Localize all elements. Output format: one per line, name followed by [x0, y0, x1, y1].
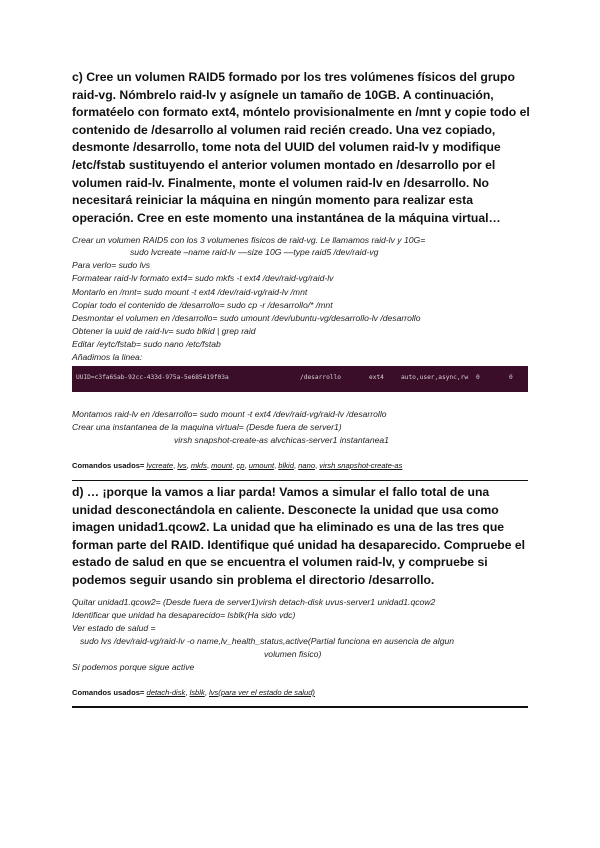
heading-line: imagen unidad1.qcow2. La unidad que ha eliminado es una de las tres que [72, 520, 505, 535]
heading-line: contenido de /desarrollo al volumen raid recién creado. Una vez copiado, [72, 122, 496, 137]
heading-line: podemos seguir usando sin problema el directorio /desarrollo. [72, 572, 435, 587]
answer-line: Identificar que unidad ha desaparecido= lsblk(Ha sido vdc) [72, 610, 296, 620]
fstab-dump: 0 [476, 374, 480, 381]
commands-used-d: Comandos usados= detach-disk, lsblk, lvs(para ver el estado de salud) [72, 688, 315, 697]
heading-line: raid-vg. Nómbrelo raid-lv y asígnele un tamaño de 10GB. A continuación, [72, 87, 494, 102]
answer-line: volumen fisico) [264, 649, 322, 659]
commands-label: Comandos usados= [72, 461, 145, 470]
terminal-screenshot [72, 366, 528, 392]
heading-line: estado de salud en que se encuentra el volumen raid-lv, y compruebe si [72, 555, 488, 570]
answer-line: Añadimos la linea: [72, 352, 143, 362]
answer-line: Si podemos porque sigue active [72, 662, 195, 672]
command-link[interactable]: cp [236, 461, 245, 470]
divider [72, 480, 528, 481]
answer-line: sudo lvcreate –name raid-lv ––size 10G ––type raid5 /dev/raid-vg [130, 247, 379, 257]
command-link[interactable]: umount [248, 461, 275, 470]
heading-line: formatéelo con formato ext4, móntelo provisionalmente en /mnt y copie todo el [72, 105, 530, 120]
answer-line: Obtener la uuid de raid-lv= sudo blkid | grep raid [72, 326, 256, 336]
command-link[interactable]: detach-disk [146, 688, 186, 697]
command-link[interactable]: lsblk [189, 688, 205, 697]
answer-line: Formatear raid-lv formato ext4= sudo mkfs -t ext4 /dev/raid-vg/raid-lv [72, 273, 334, 283]
answer-line: virsh snapshot-create-as alvchicas-server1 instantanea1 [174, 435, 389, 445]
fstab-pass: 0 [509, 374, 513, 381]
answer-line: Crear una instantanea de la maquina virtual= (Desde fuera de server1) [72, 422, 342, 432]
answer-line: sudo lvs /dev/raid-vg/raid-lv -o name,lv_health_status,active(Partial funciona en ausencia de algun [80, 636, 455, 646]
heading-line: forman parte del RAID. Identifique qué unidad ha desaparecido. Compruebe el [72, 537, 526, 552]
command-link[interactable]: nano [298, 461, 316, 470]
commands-used-c: Comandos usados= lvcreate, lvs, mkfs, mount, cp, umount, blkid, nano, virsh snapshot-create-as [72, 461, 403, 470]
divider [72, 706, 528, 708]
commands-label: Comandos usados= [72, 688, 145, 697]
heading-line: volumen raid-lv. Finalmente, monte el volumen raid-lv en /desarrollo. No [72, 175, 489, 190]
section-c-heading [72, 69, 532, 227]
heading-line: c) Cree un volumen RAID5 formado por los tres volúmenes físicos del grupo [72, 70, 515, 84]
command-link[interactable]: lvs(para ver el estado de salud) [209, 688, 315, 697]
answer-line: Montarlo en /mnt= sudo mount -t ext4 /dev/raid-vg/raid-lv /mnt [72, 287, 308, 297]
answer-line: Montamos raid-lv en /desarrollo= sudo mount -t ext4 /dev/raid-vg/raid-lv /desarrollo [72, 409, 387, 419]
heading-line: d) … ¡porque la vamos a liar parda! Vamos a simular el fallo total de una [72, 485, 490, 499]
command-link[interactable]: mkfs [190, 461, 207, 470]
heading-line: operación. Cree en este momento una instantánea de la máquina virtual… [72, 210, 501, 225]
answer-line: Crear un volumen RAID5 con los 3 volumenes fisicos de raid-vg. Le llamamos raid-lv y 10G= [72, 235, 426, 245]
fstab-mount-point: /desarrollo [300, 374, 341, 381]
command-link[interactable]: blkid [278, 461, 294, 470]
answer-line: Desmontar el volumen en /desarrollo= sudo umount /dev/ubuntu-vg/desarrollo-lv /desarrollo [72, 313, 421, 323]
fstab-uuid: UUID=c3fa6Sab-92cc-433d-975a-5e685419f03a [76, 374, 229, 381]
command-link[interactable]: mount [211, 461, 233, 470]
heading-line: unidad desconectándola en caliente. Desconecte la unidad que usa como [72, 502, 499, 517]
answer-line: Quitar unidad1.qcow2= (Desde fuera de server1)virsh detach-disk uvus-server1 unidad1.qcow2 [72, 597, 436, 607]
fstab-options: auto,user,async,rw [401, 374, 469, 381]
command-link[interactable]: lvcreate [146, 461, 174, 470]
heading-line: necesitará reiniciar la máquina en ningún momento para realizar esta [72, 193, 473, 208]
section-d-heading [72, 484, 532, 590]
answer-line: Para verlo= sudo lvs [72, 260, 151, 270]
answer-line: Ver estado de salud = [72, 623, 156, 633]
command-link[interactable]: lvs [177, 461, 187, 470]
command-link[interactable]: virsh snapshot-create-as [319, 461, 403, 470]
heading-line: /etc/fstab sustituyendo el anterior volumen montado en /desarrollo por el [72, 157, 496, 172]
heading-line: desmonte /desarrollo, tome nota del UUID del volumen raid-lv y modifique [72, 140, 501, 155]
fstab-fs-type: ext4 [369, 374, 384, 381]
answer-line: Copiar todo el contenido de /desarrollo= sudo cp -r /desarrollo/* /mnt [72, 300, 333, 310]
answer-line: Editar /eytc/fstab= sudo nano /etc/fstab [72, 339, 221, 349]
